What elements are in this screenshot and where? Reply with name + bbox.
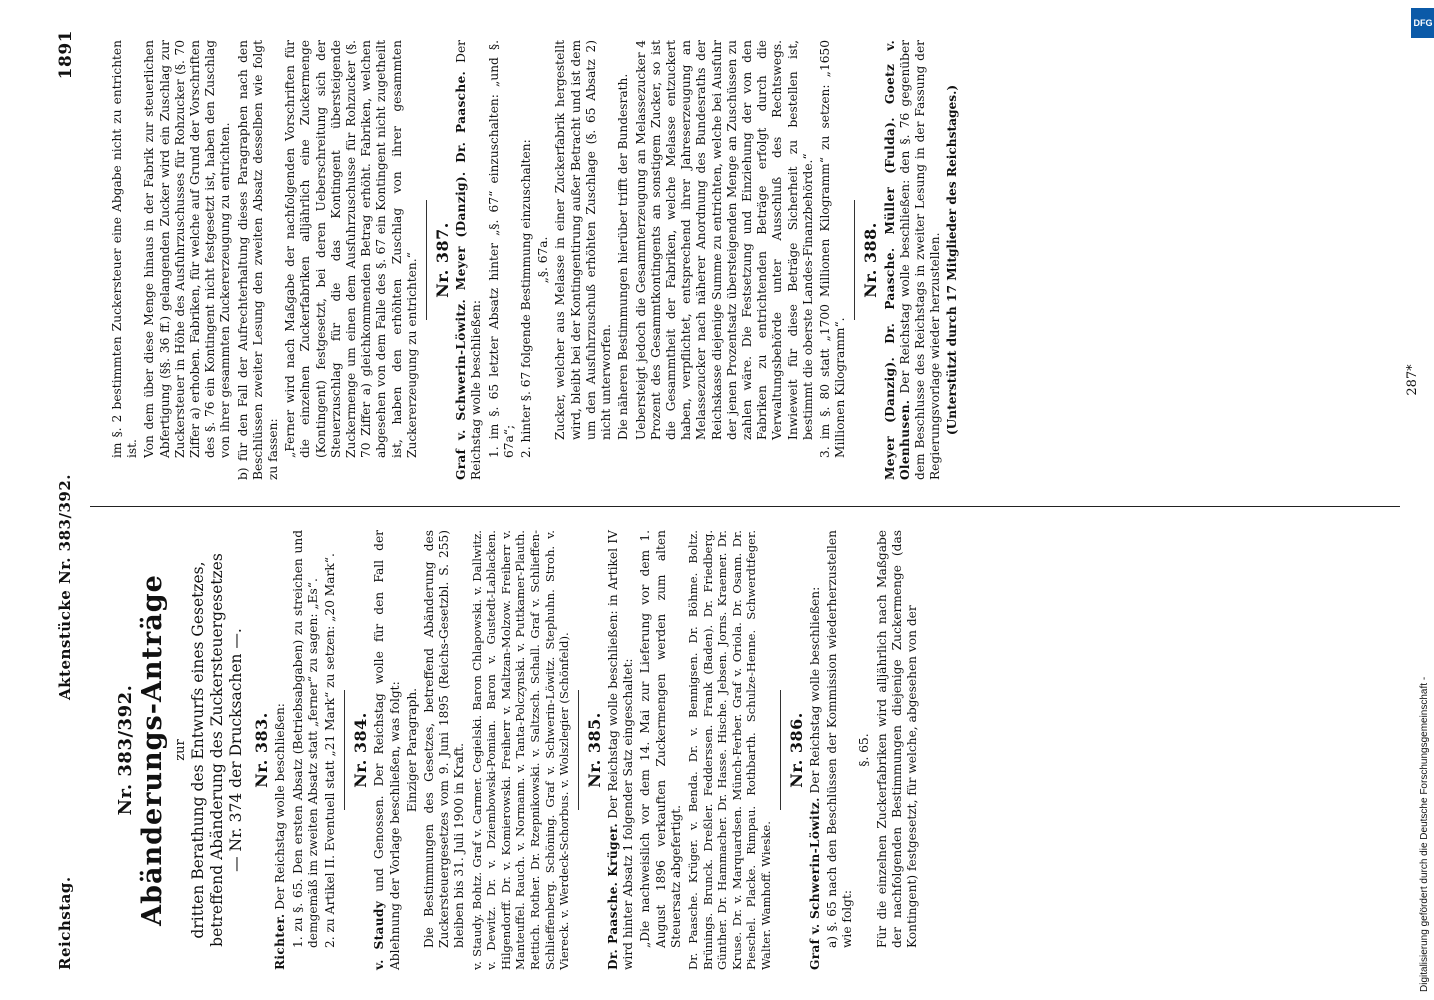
digitization-notice-text: Digitalisierung gefördert durch die Deutsche Forschungsgemeinschaft - [1419, 676, 1430, 992]
section-rule [578, 690, 579, 810]
nr386-item-a: a) §. 65 nach den Beschlüssen der Kommission wiederherzustellen wie folgt: [824, 530, 855, 948]
running-head [56, 0, 84, 1000]
page-number-text: 287* [1405, 364, 1420, 396]
nr383-intro-text: Der Reichstag wolle beschließen: [273, 703, 288, 910]
digitization-notice [1415, 8, 1434, 992]
right-column [110, 40, 1400, 480]
nr383-item-2: 2. zu Artikel II. Eventuell statt „21 Mark“ zu setzen: „20 Mark“. [323, 553, 338, 948]
nr385-intro [606, 530, 636, 970]
nr-heading: Nr. 383/392. [115, 684, 136, 816]
section-rule [780, 690, 781, 810]
nr388-heading: Nr. 388. [861, 222, 881, 298]
running-head-middle: Aktenstücke Nr. 383/392. [56, 474, 74, 700]
nr383-heading: Nr. 383. [252, 712, 272, 788]
nr385-name: Dr. Paasche. Krüger. [606, 822, 620, 970]
section-rule [344, 690, 345, 810]
right-p1: im §. 2 bestimmten Zuckersteuer eine Abgabe nicht zu entrichten ist. [110, 40, 140, 458]
nr383-name: Richter. [273, 913, 288, 970]
nr388-support [945, 40, 960, 480]
nr388-text: Der Reichstag wolle beschließen: den §. 76 gegenüber dem Beschlusse des Reichstags in zweiter Lesung in der Fassung der Regierungsvorlage wieder herzustellen. [897, 40, 943, 480]
nr387-heading: Nr. 387. [433, 222, 453, 298]
nr384-sub: Einziger Paragraph. [404, 687, 419, 813]
title-line-3: — Nr. 374 der Drucksachen —. [227, 628, 246, 872]
title-line-2: betreffend Abänderung des Zuckersteuergesetzes [208, 553, 227, 947]
nr387-name: Graf v. Schwerin-Löwitz. Meyer (Danzig). Dr. Paasche. [454, 70, 469, 480]
nr387-item-3: 3. im §. 80 statt „1700 Millionen Kilogramm“ zu setzen: „1650 Millionen Kilogramm“. [817, 40, 848, 458]
nr387-text: Der Reichstag wolle beschließen: [454, 40, 484, 480]
nr387-item-2: 2. hinter §. 67 folgende Bestimmung einzuschalten: [519, 139, 534, 458]
nr388-intro [883, 40, 944, 480]
title-line-1: dritten Berathung des Entwurfs eines Gesetzes, [189, 561, 208, 939]
nr386-text: Der Reichstag wolle beschließen: [807, 586, 822, 794]
nr386-name: Graf v. Schwerin-Löwitz. [807, 797, 822, 970]
right-p2: Von dem über diese Menge hinaus in der Fabrik zur steuerlichen Abfertigung (§§. 36 ff.) gelangenden Zucker wird ein Zuschlag zur Zuckersteuer in Höhe des Ausfuhrzuschusses für Rohzucker (§. 70 Ziffer a) erhoben. Fabriken, für welche auf Grund der Vorschriften des §. 76 ein Kontingent nicht festgesetzt ist, haben den Zuschlag von ihrer gesammten Zuckererzeugung zu entrichten. [142, 40, 233, 458]
dfg-logo: DFG [1411, 8, 1434, 38]
nr388-support-text: (Unterstützt durch 17 Mitglieder des Reichstages.) [945, 84, 960, 436]
nr387-intro [454, 40, 484, 480]
nr383-item-1: 1. zu §. 65. Den ersten Absatz (Betriebsabgaben) zu streichen und demgemäß im zweiten Absatz statt „ferner“ zu sagen: „Es“. [290, 530, 320, 948]
nr384-intro [372, 530, 402, 970]
section-rule [426, 200, 427, 320]
nr386-para: Für die einzelnen Zuckerfabriken wird alljährlich nach Maßgabe der nachfolgenden Bestimmungen diejenige Zuckermenge (das Kontingent) festgesetzt, für welche, abgesehen von der [874, 530, 919, 948]
nr384-para: Die Bestimmungen des Gesetzes, betreffend Abänderung des Zuckersteuergesetzes vom 9. Juni 1895 (Reichs-Gesetzbl. S. 255) bleiben bis 31. Juli 1900 in Kraft. [422, 530, 467, 948]
nr385-names: Dr. Paasche. Krüger. v. Benda. Dr. v. Bennigsen. Dr. Böhme. Boltz. Brünings. Brunck. Dreßler. Fedderssen. Frank (Baden). Dr. Friedberg. Günther. Dr. Hammacher. Dr. Hasse. Hische. Jebsen. Jorns. Kraemer. Dr. Kruse. Dr. v. Marquardsen. Münch-Ferber. Graf v. Oriola. Dr. Osann. Dr. Pieschel. Placke. Rimpau. Rothbarth. Schulze-Henne. Schwerdtfeger. Walter. Wamhoff. Wieske. [686, 530, 773, 970]
right-p4: „Ferner wird nach Maßgabe der nachfolgenden Vorschriften für die einzelnen Zuckerfabriken alljährlich eine Zuckermenge (Kontingent) festgesetzt, bei deren Ueberschreitung sich der Steuerzuschlag für die das Kontingent übersteigende Zuckermenge um einen dem Ausfuhrzuschusse für Rohzucker (§. 70 Ziffer a) gleichkommenden Betrag erhöht. Fabriken, welchen abgesehen von dem Falle des §. 67 ein Kontingent nicht zugetheilt ist, haben den erhöhten Zuschlag von ihrer gesammten Zuckererzeugung zu entrichten.“ [283, 40, 419, 458]
nr387-item-1: 1. im §. 65 letzter Absatz hinter „§. 67“ einzuschalten: „und §. 67a“; [486, 40, 516, 458]
column-divider [90, 506, 1400, 507]
nr387-p3: Uebersteigt jedoch die Gesammterzeugung an Melassezucker 4 Prozent des Gesammtkontingents an sonstigem Zucker, so ist die Gesammtheit der Fabriken, welche Melasse entzuckert haben, verpflichtet, entsprechend ihrer Jahreserzeugung an Melassezucker nach näherer Anordnung des Bundesraths der Reichskasse diejenige Summe zu entrichten, welche bei Ausfuhr der jenen Prozentsatz übersteigenden Menge an Zuschüssen zu zahlen wäre. Die Festsetzung und Einziehung der von den Fabriken zu entrichtenden Beträge erfolgt durch die Verwaltungsbehörde unter Ausschluß des Rechtswegs. Inwieweit für diese Beträge Sicherheit zu bestellen ist, bestimmt die oberste Landes-Finanzbehörde.“ [633, 40, 815, 440]
nr384-heading: Nr. 384. [351, 712, 371, 788]
nr385-heading: Nr. 385. [584, 712, 604, 788]
nr383-intro [273, 530, 288, 970]
nr385-text: Der Reichstag wolle beschließen: in Artikel IV wird hinter Absatz 1 folgender Satz eingeschaltet: [606, 530, 636, 970]
nr387-paragraph-number: „§. 67a. [536, 236, 551, 284]
right-p3: b) für den Fall der Aufrechterhaltung dieses Paragraphen nach den Beschlüssen zweiter Lesung den zweiten Absatz desselben wie folgt zu fassen: [235, 40, 281, 480]
nr387-p1: Zucker, welcher aus Melasse in einer Zuckerfabrik hergestellt wird, bleibt bei der Kontingentirung außer Betracht und ist dem um den Ausfuhrzuschuß erhöhten Zuschlage (§. 65 Absatz 2) nicht unterworfen. [553, 40, 614, 440]
running-head-year: 1891 [56, 30, 76, 80]
main-title: Abänderungs-Anträge [137, 574, 169, 926]
title-zur: zur [173, 739, 189, 761]
nr387-p2: Die näheren Bestimmungen hierüber trifft der Bundesrath. [616, 73, 631, 440]
left-column [110, 530, 1400, 970]
nr385-quote: „Die nachweislich vor dem 14. Mai zur Lieferung vor dem 1. August 1896 verkauften Zuckermengen werden zum alten Steuersatz abgefertigt. [638, 530, 683, 948]
nr386-paragraph-number: §. 65. [857, 733, 872, 767]
nr388-names: Meyer (Danzig). Dr. Paasche. Müller (Fulda). Goetz v. Olenhusen. [882, 40, 912, 480]
nr386-heading: Nr. 386. [786, 712, 806, 788]
nr384-names: v. Staudy. Bohtz. Graf v. Carmer. Cegielski. Baron Chlapowski. v. Dallwitz. v. Dewitz. Dr. v. Dziembowski-Pomian. Baron v. Gustedt-Lablacken. Hilgendorff. Dr. v. Komierowski. Freiherr v. Maltzan-Molzow. Freiherr v. Manteuffel. Rauch. v. Normann. v. Tanta-Polczynski. v. Puttkamer-Plauth. Rettich. Rother. Dr. Rzepnikowski. v. Saltzsch. Schall. Graf v. Schlieffen-Schlieffenberg. Schöning. Graf v. Schwerin-Löwitz. Stephuhn. Stroh. v. Viereck. v. Werdeck-Schorbus. v. Wolszlegier (Schönfeld). [469, 530, 572, 970]
running-head-left: Reichstag. [56, 876, 74, 970]
nr384-text: und Genossen. Der Reichstag wolle für den Fall der Ablehnung der Vorlage beschließen, was folgt: [372, 529, 402, 970]
nr384-name: v. Staudy [372, 900, 387, 970]
section-rule [854, 200, 855, 320]
nr386-intro [808, 530, 823, 970]
